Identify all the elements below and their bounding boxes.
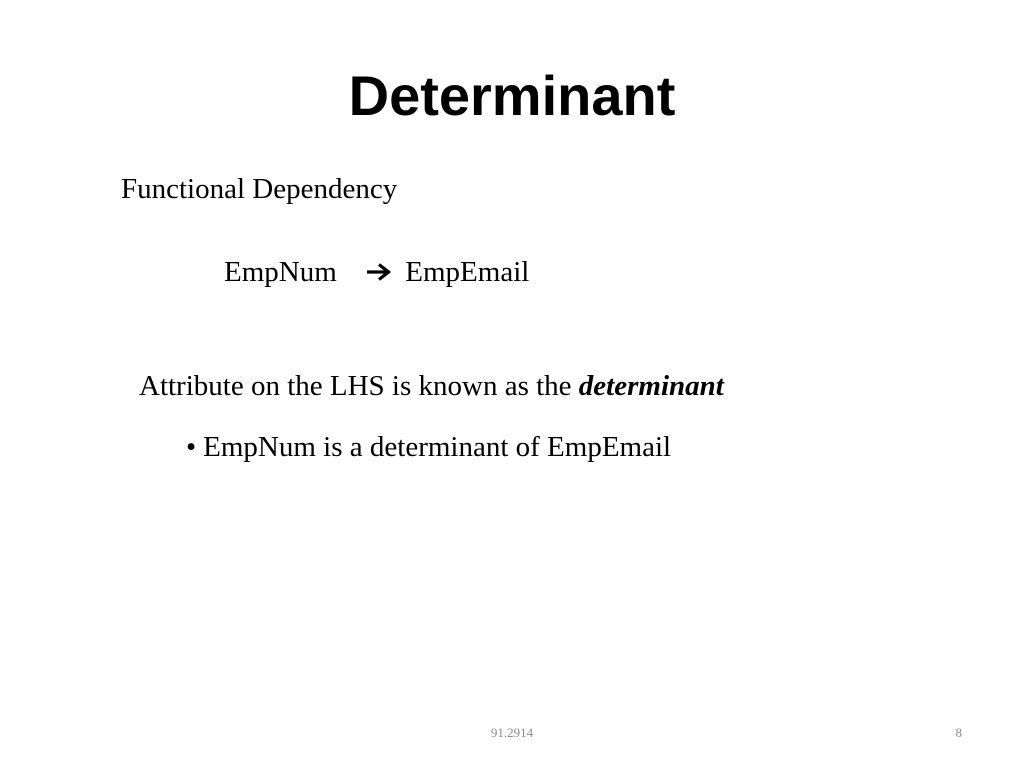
statement-emphasis: determinant [578, 370, 724, 402]
bullet-text: EmpNum is a determinant of EmpEmail [203, 431, 672, 463]
dependency-rhs: EmpEmail [405, 256, 530, 288]
footer-course-code: 91.2914 [490, 725, 534, 740]
slide-title: Determinant [348, 64, 676, 127]
bullet-marker: • [186, 431, 197, 463]
dependency-lhs: EmpNum [224, 256, 337, 288]
footer-page-number: 8 [955, 725, 962, 740]
functional-dependency [224, 254, 529, 290]
statement-text: Attribute on the LHS is known as the [139, 370, 572, 402]
determinant-statement [139, 368, 724, 404]
bullet-item [186, 429, 671, 465]
right-arrow-icon [366, 262, 392, 282]
section-heading: Functional Dependency [121, 173, 398, 205]
